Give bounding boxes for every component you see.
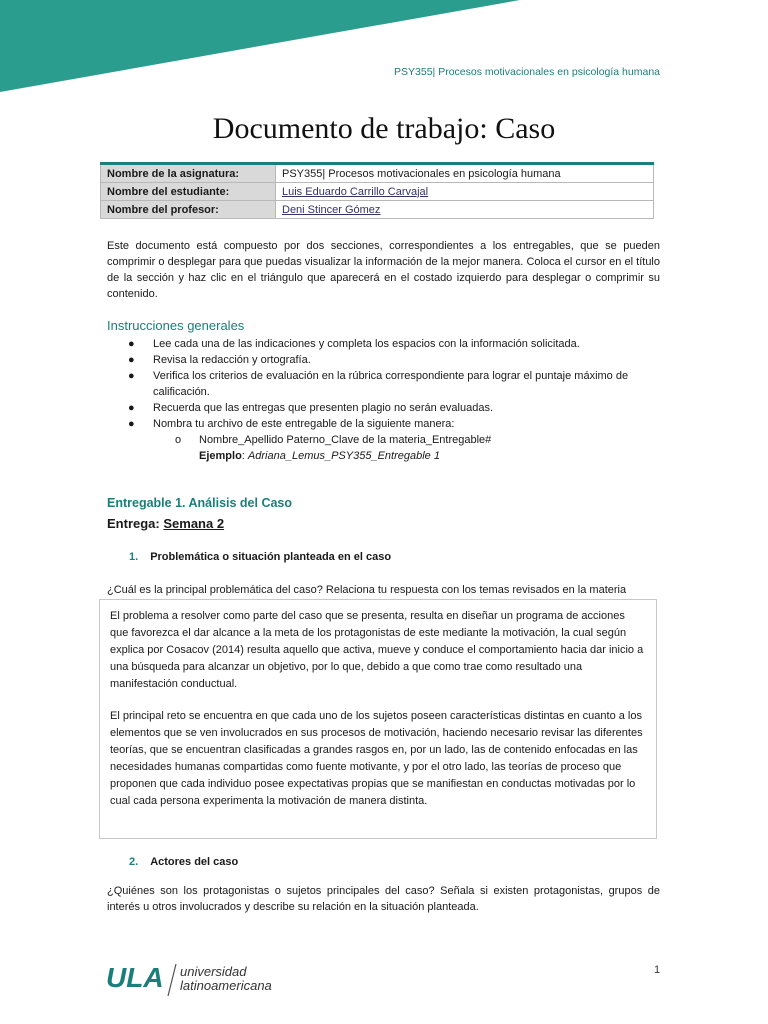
section2-title: Actores del caso [150, 856, 239, 868]
header-course-line: PSY355| Procesos motivacionales en psicología humana [394, 66, 660, 78]
circle-bullet-icon: o [175, 434, 182, 446]
page-number: 1 [654, 964, 661, 976]
section2-number: 2. [129, 856, 139, 868]
subject-value: PSY355| Procesos motivacionales en psicología humana [276, 164, 654, 183]
bullet-icon: ● [128, 370, 135, 382]
ula-logo [106, 960, 326, 1000]
table-row [101, 201, 654, 219]
entregable-heading: Entregable 1. Análisis del Caso [107, 496, 293, 510]
student-label: Nombre del estudiante: [101, 183, 276, 201]
section1-heading [129, 551, 391, 563]
example-label: Ejemplo [199, 450, 242, 462]
section1-title: Problemática o situación planteada en el caso [150, 551, 392, 563]
list-item [107, 368, 660, 400]
entrega-line [107, 516, 224, 531]
bullet-icon: ● [128, 338, 135, 350]
subject-label: Nombre de la asignatura: [101, 164, 276, 183]
answer-paragraph-2: El principal reto se encuentra en que cada uno de los sujetos poseen características distintas en cuanto a los elementos que se ven involucrados en sus procesos de motivación, haciendo necesario revisar las diferentes teorías, que se encuentran clasificadas a grandes rasgos en, por un lado, las de contenido enfocadas en las necesidades humanas compartidas como fuente motivante, y por el otro lado, las teorías de proceso que proponen que cada individuo posee expectativas propias que se manifiestan en conductas motivadas por lo cual cada persona experimenta la motivación de manera distinta. [110, 710, 643, 807]
list-item-text: Revisa la redacción y ortografía. [153, 354, 311, 366]
logo-line1: universidad [180, 964, 247, 979]
logo-line2: latinoamericana [180, 978, 272, 993]
list-item-text: Recuerda que las entregas que presenten plagio no serán evaluadas. [153, 402, 494, 414]
list-item [107, 400, 660, 416]
example-line: Ejemplo: Adriana_Lemus_PSY355_Entregable 1 [199, 450, 440, 462]
table-row [101, 164, 654, 183]
table-row [101, 183, 654, 201]
list-item-text: Lee cada una de las indicaciones y completa los espacios con la información solicitada. [153, 338, 580, 350]
page-title: Documento de trabajo: Caso [212, 112, 556, 145]
list-item [107, 336, 660, 352]
instructions-heading: Instrucciones generales [107, 318, 245, 333]
entrega-value: Semana 2 [163, 516, 225, 531]
professor-value [276, 201, 654, 219]
instructions-list [107, 336, 660, 464]
list-item-text: Nombra tu archivo de este entregable de la siguiente manera: [153, 418, 455, 430]
professor-label: Nombre del profesor: [101, 201, 276, 219]
corner-decoration [0, 0, 768, 100]
bullet-icon: ● [128, 402, 135, 414]
professor-name: Deni Stincer Gómez [282, 203, 381, 216]
section2-question: ¿Quiénes son los protagonistas o sujetos principales del caso? Señala si existen protagonistas, grupos de interés u otros involucrados y describe su relación en la situación planteada. [107, 885, 660, 913]
list-subitem [107, 432, 660, 448]
logo-mark: ULA [106, 962, 164, 993]
intro-paragraph: Este documento está compuesto por dos secciones, correspondientes a los entregables, que se pueden comprimir o desplegar para que puedas visualizar la información de la mejor manera. Coloca el cursor en el título de la sección y haz clic en el triángulo que aparecerá en el costado izquierdo para desplegar o comprimir su contenido. [107, 240, 660, 300]
section1-question: ¿Cuál es la principal problemática del caso? Relaciona tu respuesta con los temas revisados en la materia [107, 584, 627, 596]
example-value: Adriana_Lemus_PSY355_Entregable 1 [247, 450, 440, 462]
list-item-text: Verifica los criterios de evaluación en la rúbrica correspondiente para lograr el puntaje máximo de calificación. [153, 370, 629, 398]
list-item [107, 416, 660, 432]
list-subitem-text: Nombre_Apellido Paterno_Clave de la materia_Entregable# [199, 434, 492, 446]
student-name: Luis Eduardo Carrillo Carvajal [282, 185, 429, 198]
list-item [107, 352, 660, 368]
section1-number: 1. [129, 551, 139, 563]
bullet-icon: ● [128, 418, 135, 430]
bullet-icon: ● [128, 354, 135, 366]
section2-heading [129, 856, 238, 868]
info-table [100, 162, 654, 219]
entrega-label: Entrega: [107, 516, 160, 531]
section1-answer-box[interactable] [99, 599, 657, 839]
student-value [276, 183, 654, 201]
answer-paragraph-1: El problema a resolver como parte del caso que se presenta, resulta en diseñar un programa de acciones que favorezca el dar alcance a la meta de los protagonistas de este mediante la motivación, la cual según explica por Cosacov (2014) resulta aquello que activa, mueve y conduce el comportamiento hacia dar inicio a una búsqueda para alcanzar un objetivo, por lo que, debido a que como trae como resultado una manifestación conductual. [110, 610, 644, 690]
